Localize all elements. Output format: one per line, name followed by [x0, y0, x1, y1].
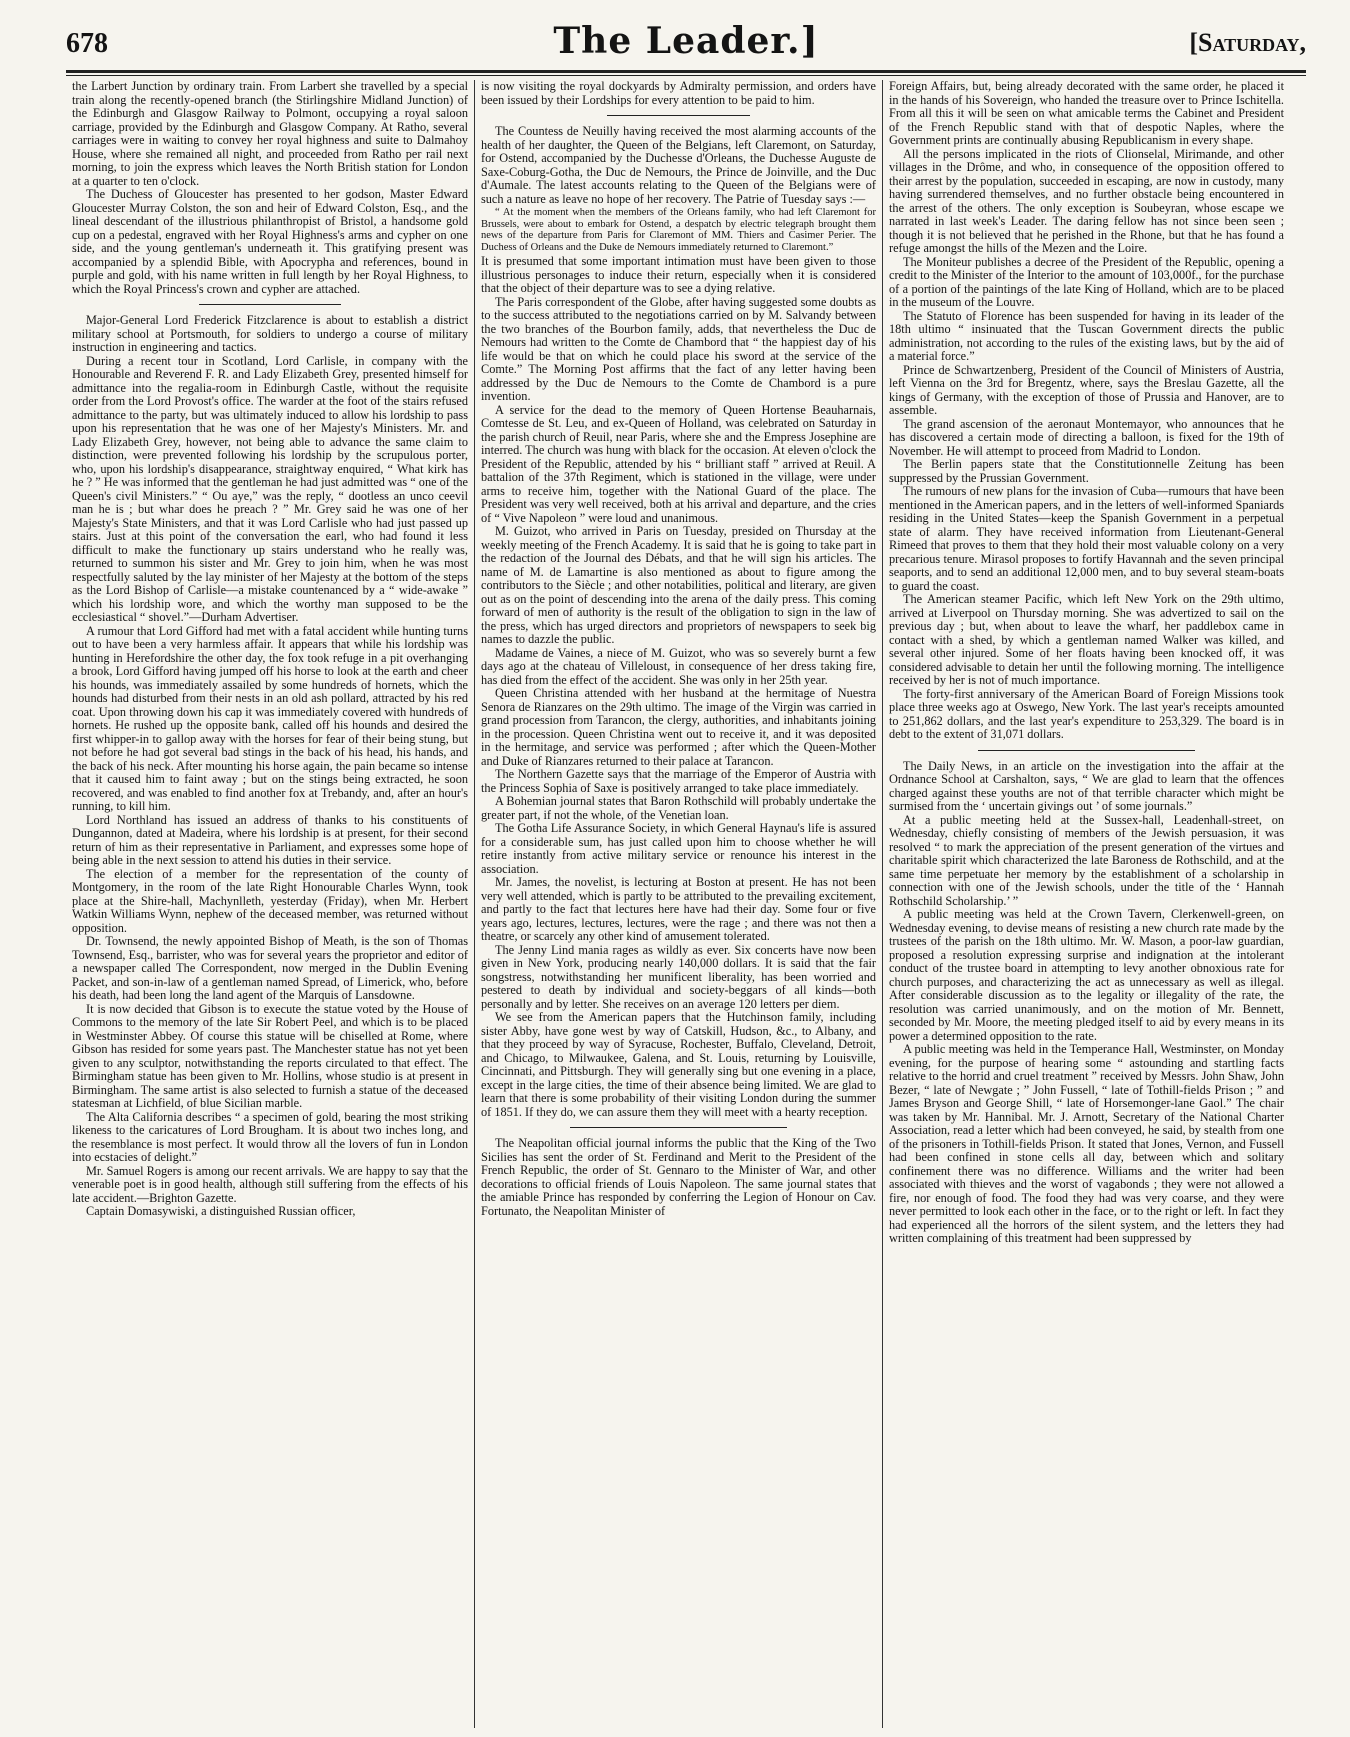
- paragraph: During a recent tour in Scotland, Lord Carlisle, in company with the Honourable and Reverend F. R. and Lady Elizabeth Grey, presented himself for admittance into the regalia-room in Edinburgh Castle, without the requisite order from the Lord Provost's office. The warder at the foot of the stairs refused admittance to the party, but was ultimately induced to allow his lordship to pass upon his representation that he was one of her Majesty's Ministers. Mr. and Lady Elizabeth Grey, however, not being able to advance the same claim to distinction, were prevented following his lordship by the scrupulous porter, who, upon his lordship's disappearance, straightway enquired, “ What kirk has he ? ” He was informed that the gentleman he had just admitted was “ one of the Queen's civil Ministers.” “ Ou aye,” was the reply, “ dootless an unco ceevil man he is ; but whar does he preach ? ” Mr. Grey said he was one of her Majesty's State Ministers, and that it was Lord Carlisle who had just passed up stairs. Just at this point of the conversation the earl, who had found it less difficult to make the functionary up stairs understand who he really was, returned to summon his sister and Mr. Grey to join him, when he was most respectfully saluted by the lay minister of her Majesty at the bottom of the steps as the Lord Bishop of Carlisle—a mistake countenanced by a “ wide-awake ” which his lordship wore, and which the worthy man supposed to be the ecclesiastical “ shovel.”—Durham Advertiser.: [72, 353, 468, 624]
- paragraph: The Daily News, in an article on the investigation into the affair at the Ordnance School at Carshalton, says, “ We are glad to learn that the offences charged against these youths are not of that terrible character which might be surmised from the ‘ uncertain givings out ’ of some journals.”: [889, 758, 1284, 813]
- section-divider: [607, 115, 749, 116]
- paragraph: Mr. James, the novelist, is lecturing at Boston at present. He has not been very well attended, which is partly to be attributed to the prevailing excitement, and partly to the fact that lectures here have had their day. Some four or five years ago, lectures, lectures, lectures, were the rage ; and there was not then a theatre, or scarcely any other kind of amusement tolerated.: [481, 875, 876, 943]
- paragraph: The Moniteur publishes a decree of the President of the Republic, opening a credit to the Minister of the Interior to the amount of 103,000f., for the purchase of a portion of the paintings of the late King of Holland, which are to be placed in the museum of the Louvre.: [889, 254, 1284, 309]
- paragraph: The Alta California describes “ a specimen of gold, bearing the most striking likeness to the caricatures of Lord Brougham. It is about two inches long, and the resemblance is most perfect. It would throw all the lovers of fun in London into ecstacies of delight.”: [72, 1109, 468, 1164]
- paragraph: The forty-first anniversary of the American Board of Foreign Missions took place three weeks ago at Oswego, New York. The last year's receipts amounted to 251,862 dollars, and the last year's expenditure to 253,329. The board is in debt to the extent of 31,071 dollars.: [889, 686, 1284, 741]
- paragraph: The American steamer Pacific, which left New York on the 29th ultimo, arrived at Liverpool on Thursday morning. She was advertized to sail on the previous day ; but, when about to leave the wharf, her paddlebox came in contact with a shed, by which a gentleman named Walker was killed, and several other injured. Some of her floats having been knocked off, it was considered advisable to detain her until the following morning. The intelligence received by her is not of much importance.: [889, 592, 1284, 687]
- paragraph: At a public meeting held at the Sussex-hall, Leadenhall-street, on Wednesday, chiefly consisting of members of the Jewish persuasion, it was resolved “ to mark the appreciation of the present generation of the virtues and charitable spirit which characterized the late Baroness de Rothschild, and at the same time perpetuate her memory by the establishment of a scholarship in connection with one of the Jewish schools, under the title of the ‘ Hannah Rothschild Scholarship.’ ”: [889, 812, 1284, 908]
- paragraph: The Northern Gazette says that the marriage of the Emperor of Austria with the Princess Sophia of Saxe is positively arranged to take place immediately.: [481, 767, 876, 795]
- column-1: [66, 80, 474, 1728]
- paragraph: A Bohemian journal states that Baron Rothschild will probably undertake the greater part, if not the whole, of the Venetian loan.: [481, 794, 876, 822]
- paragraph: Captain Domasywiski, a distinguished Russian officer,: [86, 1204, 356, 1218]
- paragraph: Prince de Schwartzenberg, President of the Council of Ministers of Austria, left Vienna on the 3rd for Bregentz, where, says the Breslau Gazette, all the kings of Germany, with the exception of those of Prussia and Hanover, are to assemble.: [889, 362, 1284, 417]
- paragraph: M. Guizot, who arrived in Paris on Tuesday, presided on Thursday at the weekly meeting of the French Academy. It is said that he is going to take part in the redaction of the Journal des Débats, and that he will sign his articles. The name of M. de Lamartine is also mentioned as about to figure among the contributors to the Siècle ; and other notabilities, political and literary, are given out as on the point of descending into the arena of the daily press. This coming forward of men of authority is the result of the obligation to sign in the law of the press, which has urged directors and proprietors of newspapers to seek big names to dazzle the public.: [481, 524, 876, 646]
- paragraph: A public meeting was held in the Temperance Hall, Westminster, on Monday evening, for the purpose of hearing some “ astounding and startling facts relative to the horrid and cruel treatment ” received by Messrs. John Shaw, John Bezer, “ late of Newgate ; ” John Fussell, “ late of Tothill-fields Prison ; ” and James Bryson and George Shill, “ late of Horsemonger-lane Gaol.” The chair was taken by Mr. Hannibal. Mr. J. Arnott, Secretary of the National Charter Association, read a letter which had been conveyed, he said, by stealth from one of the prisoners in Tothill-fields Prison. It stated that Jones, Vernon, and Fussell had been confined in stone cells all day, between which and solitary confinement there was no difference. Williams and the writer had been associated with thieves and the worst of vagabonds ; they were not allowed a fire, nor enough of food. The food they had was very coarse, and they were never permitted to look each other in the face, or to the right or left. In fact they had experienced all the horrors of the silent system, and the letters they had written complaining of this treatment had been suppressed by: [889, 1042, 1284, 1245]
- page-number: 678: [66, 28, 108, 59]
- day-label: [Saturday,: [1189, 28, 1306, 57]
- section-divider: [978, 750, 1195, 751]
- paragraph: the Larbert Junction by ordinary train. From Larbert she travelled by a special train along the recently-opened branch (the Stirlingshire Midland Junction) of the Edinburgh and Glasgow Railway to Polmont, occupying a royal saloon carriage, provided by the Edinburgh and Glasgow Company. At Ratho, several carriages were in waiting to convey her royal highness and suite to Dalmahoy House, where she remained all night, and proceeded from Ratho per rail next morning, to join the express which leaves the North British station for London at a quarter to ten o'clock.: [72, 80, 468, 188]
- paragraph: The Paris correspondent of the Globe, after having suggested some doubts as to the success attributed to the negotiations carried on by M. Salvandy between the two branches of the Bourbon family, adds, that nevertheless the Duc de Nemours had written to the Comte de Chambord that “ the happiest day of his life would be that on which he could place his sword at the service of the Comte.” The Morning Post affirms that the fact of any letter having been addressed by the Duc de Nemours to the Comte de Chambord is a pure invention.: [481, 294, 876, 403]
- paragraph: A rumour that Lord Gifford had met with a fatal accident while hunting turns out to have been a very harmless affair. It appears that while his lordship was hunting in Herefordshire the other day, the fox took refuge in a pit overhanging a brook, Lord Gifford having jumped off his horse to look at the earth and cheer his hounds, was immediately assailed by some hundreds of hornets, which the hounds had disturbed from their nests in an old ash pollard, attracted by his red coat. Upon throwing down his cap it was immediately covered with hundreds of hornets. He rushed up the opposite bank, called off his hounds and desired the first whipper-in to gallop away with the horses for fear of their being stung, but not before he had got several bad stings in the back of his head, his hands, and the back of his neck. After mounting his horse again, the pain became so intense that it caused him to faint away ; but on the stings being extracted, he soon recovered, and was enabled to find another fox at Trebandy, and, after an hour's running, to kill him.: [72, 623, 468, 813]
- paragraph: Madame de Vaines, a niece of M. Guizot, who was so severely burnt a few days ago at the chateau of Villeloust, in consequence of her dress taking fire, has died from the effect of the accident. She was only in her 25th year.: [481, 645, 876, 687]
- paragraph: Lord Northland has issued an address of thanks to his constituents of Dungannon, dated at Madeira, where his lordship is at present, for their second return of him as their representative in Parliament, and expresses some hope of being able in the next session to attend his duties in their service.: [72, 812, 468, 867]
- section-divider: [570, 1127, 787, 1128]
- paragraph: Mr. Samuel Rogers is among our recent arrivals. We are happy to say that the venerable poet is in good health, although still suffering from the effects of his late accident.—Brighton Gazette.: [72, 1163, 468, 1205]
- paragraph: All the persons implicated in the riots of Clionselal, Mirimande, and other villages in the Drôme, and who, in consequence of the opposition offered to their arrest by the population, succeeded in escaping, are now in custody, many having surrendered themselves, and no further obstacle being encountered in the arrest of the others. The only exception is Soubeyran, whose escape we narrated in last week's Leader. The daring fellow has not since been seen ; though it is not believed that he perished in the Rhone, but that he has found a refuge amongst the hills of the Mezen and the Loire.: [889, 146, 1284, 255]
- paragraph: The grand ascension of the aeronaut Montemayor, who announces that he has discovered a certain mode of directing a balloon, is fixed for the 19th of November. He will attempt to proceed from Madrid to London.: [889, 416, 1284, 458]
- newspaper-page: [66, 18, 1306, 1728]
- paragraph: It is now decided that Gibson is to execute the statue voted by the House of Commons to the memory of the late Sir Robert Peel, and which is to be placed in Westminster Abbey. Of course this statue will be chiselled at Rome, where Gibson has resided for some years past. The Manchester statue has not yet been given to any sculptor, notwithstanding the reports circulated to that effect. The Birmingham statue has been given to Mr. Hollins, whose studio is at present in Birmingham. The same artist is also selected to furnish a statue of the deceased statesman at Lichfield, of blue Sicilian marble.: [72, 1001, 468, 1110]
- column-3: [882, 80, 1290, 1728]
- paragraph: The rumours of new plans for the invasion of Cuba—rumours that have been mentioned in the American papers, and in the letters of well-informed Spaniards residing in the United States—keep the Spanish Government in a perpetual state of alarm. They have received information from Lieutenant-General Rimeed that proves to them that they hold their most valuable colony on a very precarious tenure. Mirasol proposes to fortify Havannah and the seven principal seaports, and to send an additional 12,000 men, and to buy several steam-boats to guard the coast.: [889, 484, 1284, 593]
- masthead-title: The Leader.]: [553, 20, 819, 62]
- paragraph: Queen Christina attended with her husband at the hermitage of Nuestra Senora de Rianzares on the 29th ultimo. The image of the Virgin was carried in grand procession from Tarancon, the clergy, authorities, and inhabitants joining in the procession. Queen Christina went out to receive it, and it was deposited in the hermitage, and service was performed ; after which the Queen-Mother and Duke of Rianzares returned to their palace at Tarancon.: [481, 686, 876, 768]
- paragraph: Foreign Affairs, but, being already decorated with the same order, he placed it in the hands of his Sovereign, who handed the treasure over to Prince Ischitella. From all this it will be seen on what amicable terms the Cabinet and President of the French Republic stand with that of despotic Naples, where the Government prints are continually abusing Republicanism in every shape.: [889, 80, 1284, 147]
- paragraph: A service for the dead to the memory of Queen Hortense Beauharnais, Comtesse de St. Leu, and ex-Queen of Holland, was celebrated on Saturday in the parish church of Reuil, near Paris, where she and the Empress Josephine are interred. The church was hung with black for the occasion. At eleven o'clock the President of the Republic, attended by his “ brilliant staff ” arrived at Reuil. A battalion of the 37th Regiment, which is stationed in the village, were under arms to receive him, together with the National Guard of the place. The President was very well received, both at his arrival and departure, and the cries of “ Vive Napoleon ” were loud and unanimous.: [481, 402, 877, 525]
- paragraph: A public meeting was held at the Crown Tavern, Clerkenwell-green, on Wednesday evening, to devise means of resisting a new church rate made by the trustees of the parish on the 18th ultimo. Mr. W. Mason, a poor-law guardian, proposed a resolution expressing surprise and indignation at the intolerant conduct of the trustee board in attempting to levy another obnoxious rate for church purposes, and characterizing the act as unnecessary as well as illegal. After considerable discussion as to the legality or illegality of the rate, the resolution was carried unanimously, and on the motion of Mr. Bennett, seconded by Mr. Moore, the meeting pledged itself to aid by every means in its power a determined opposition to the rate.: [889, 907, 1284, 1043]
- paragraph: Major-General Lord Frederick Fitzclarence is about to establish a district military school at Portsmouth, for soldiers to undergo a course of military instruction in engineering and tactics.: [72, 313, 468, 354]
- header-rule-thin: [66, 75, 1306, 76]
- paragraph: The Neapolitan official journal informs the public that the King of the Two Sicilies has sent the order of St. Ferdinand and Merit to the President of the French Republic, the order of St. Gennaro to the Minister of War, and other decorations to official friends of Louis Napoleon. The same journal states that the amiable Prince has responded by conferring the Legion of Honour on Cav. Fortunato, the Neapolitan Minister of: [481, 1136, 876, 1218]
- paragraph: The Berlin papers state that the Constitutionnelle Zeitung has been suppressed by the Prussian Government.: [889, 457, 1284, 485]
- paragraph: The Statuto of Florence has been suspended for having in its leader of the 18th ultimo “ insinuated that the Tuscan Government directs the public administration, not according to the rules of the existing laws, but by the aid of a material force.”: [889, 308, 1284, 363]
- page-header: [66, 18, 1306, 68]
- column-2: [474, 80, 882, 1728]
- paragraph: We see from the American papers that the Hutchinson family, including sister Abby, have gone west by way of Catskill, Hudson, &c., to Albany, and that they proceed by way of Syracuse, Rochester, Buffalo, Cleveland, Detroit, and Chicago, to Milwaukee, Galena, and St. Louis, returning by Louisville, Cincinnati, and Pittsburgh. They will generally sing but one evening in a place, except in the large cities, the time of their absence being limited. We are glad to learn that there is some probability of their visiting London during the summer of 1851. If they do, we can assure them they will meet with a hearty reception.: [481, 1010, 876, 1119]
- paragraph: The Duchess of Gloucester has presented to her godson, Master Edward Gloucester Murray Colston, the son and heir of Edward Colston, Esq., and the lineal descendant of the illustrious philanthropist of Bristol, a handsome gold cup on a pedestal, engraved with her Royal Highness's arms and cypher on one side, and the young gentleman's underneath it. This gratifying present was accompanied by a splendid Bible, with Apocrypha and references, bound in purple and gold, with his name written in full length by her Royal Highness, to which the Royal Princess's crown and cypher are attached.: [72, 187, 468, 296]
- paragraph: The election of a member for the representation of the county of Montgomery, in the room of the late Right Honourable Charles Wynn, took place at the Shire-hall, Machynlleth, yesterday (Friday), when Mr. Herbert Watkin Williams Wynn, nephew of the deceased member, was returned without opposition.: [72, 866, 468, 935]
- paragraph: The Gotha Life Assurance Society, in which General Haynau's life is assured for a considerable sum, has just called upon him to choose whether he will retire instantly from active military service or renounce his interest in the association.: [481, 821, 876, 876]
- paragraph: is now visiting the royal dockyards by Admiralty permission, and orders have been issued by their Lordships for every attention to be paid to him.: [481, 80, 876, 107]
- paragraph: It is presumed that some important intimation must have been given to those illustrious personages to induce their return, especially when it is considered that the object of their departure was to see a dying relative.: [481, 254, 876, 295]
- header-rule: [66, 70, 1306, 73]
- quotation: “ At the moment when the members of the Orleans family, who had left Claremont for Brussels, were about to embark for Ostend, a despatch by electric telegraph brought them news of the departure from Paris for Claremont of MM. Thiers and Casimer Perier. The Duchess of Orleans and the Duke de Nemours immediately returned to Claremont.”: [481, 207, 876, 253]
- section-divider: [199, 304, 342, 305]
- article-columns: [66, 80, 1306, 1728]
- paragraph: Dr. Townsend, the newly appointed Bishop of Meath, is the son of Thomas Townsend, Esq., barrister, who was for several years the proprietor and editor of a newspaper called The Correspondent, now merged in the Dublin Evening Packet, and son-in-law of a gentleman named Spread, of Limerick, who, before his death, had been long the land agent of the Marquis of Lansdowne.: [72, 934, 468, 1002]
- paragraph: The Countess de Neuilly having received the most alarming accounts of the health of her daughter, the Queen of the Belgians, left Claremont, on Saturday, for Ostend, accompanied by the Duchesse d'Orleans, the Duchesse Auguste de Saxe-Coburg-Gotha, the Duc de Nemours, the Prince de Joinville, and the Duc d'Aumale. The latest accounts relating to the Queen of the Belgians were of such a nature as leave no hope of her recovery. The Patrie of Tuesday says :—: [481, 124, 876, 206]
- paragraph: The Jenny Lind mania rages as wildly as ever. Six concerts have now been given in New York, producing nearly 140,000 dollars. It is said that the fair songstress, notwithstanding her munificent liberality, has been worried and pestered to death by individual and society-beggars of all kinds—both personally and by letter. She receives on an average 120 letters per diem.: [481, 942, 876, 1011]
